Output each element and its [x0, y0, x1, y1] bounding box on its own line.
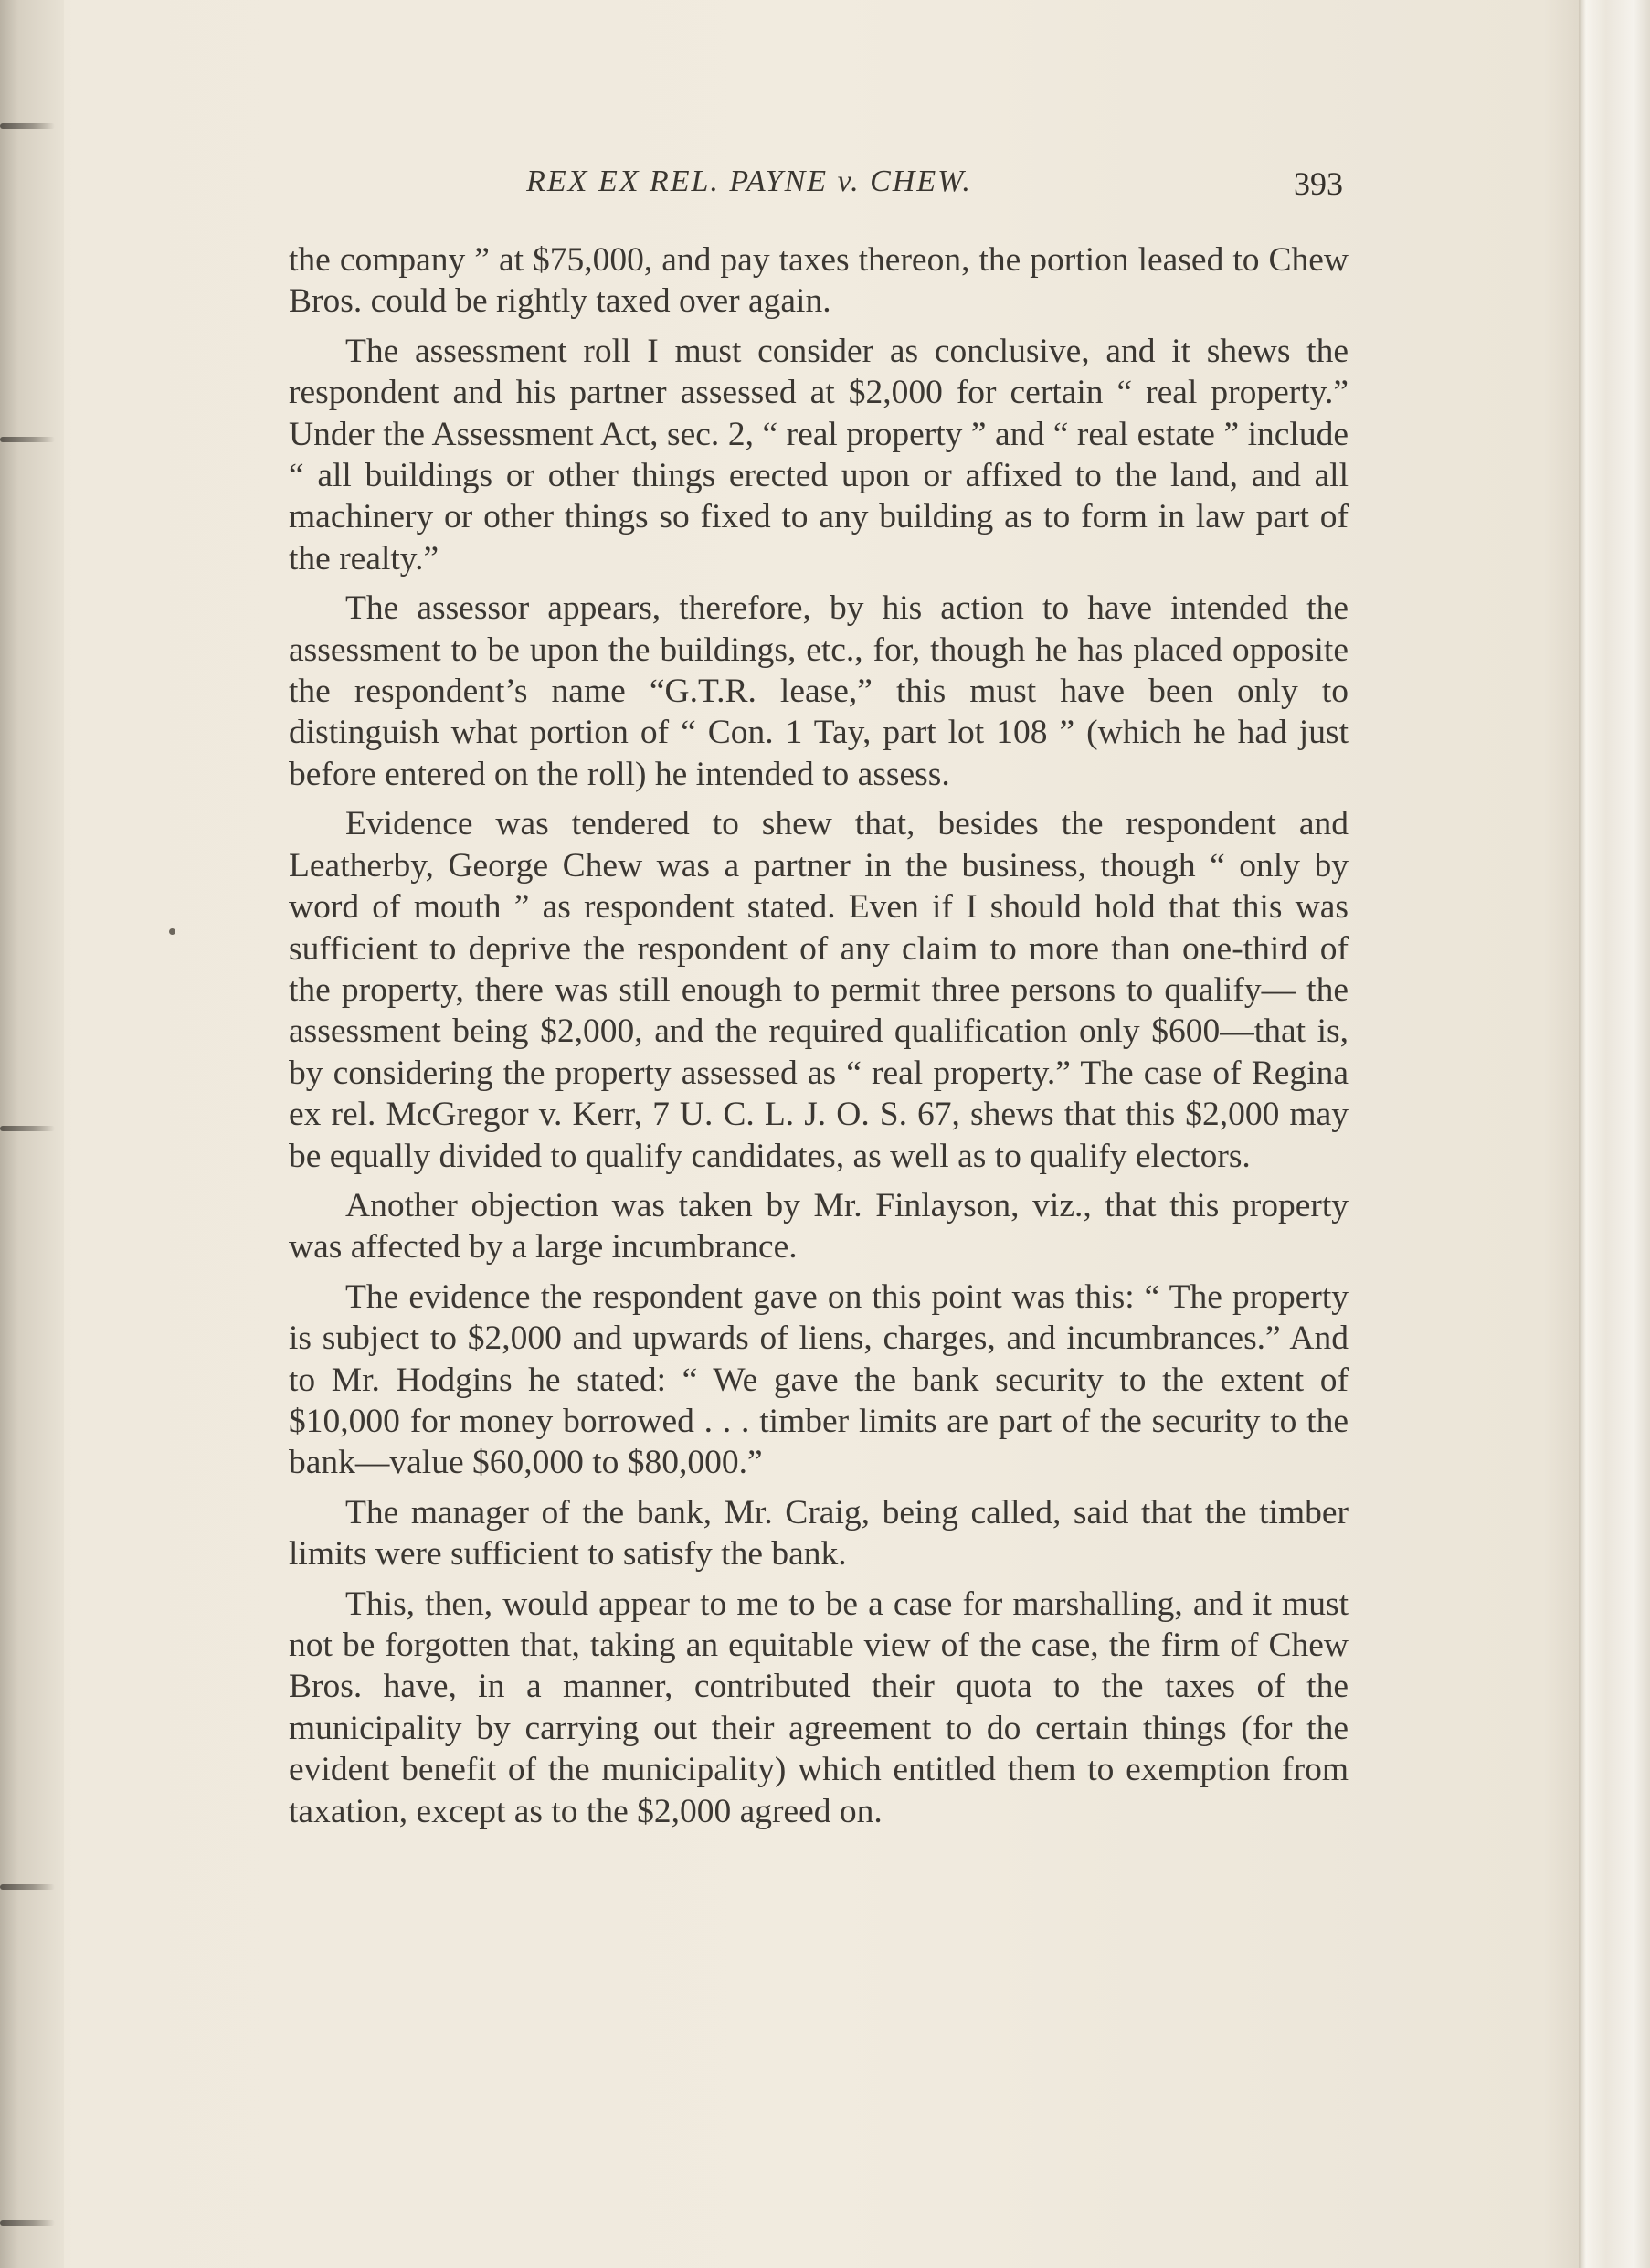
paragraph: Evidence was tendered to shew that, besides the respondent and Leatherby, George Chew was a partner in the business, though “ only by word of mouth ” as respondent stated. Even if I should hold that this was sufficient to deprive the respondent of any claim to more than one-third of the property, there was still enough to permit three persons to qualify— the assessment being $2,000, and the required qualification only $600—that is, by considering the property assessed as “ real property.” The case of Regina ex rel. McGregor v. Kerr, 7 U. C. L. J. O. S. 67, shews that this $2,000 may be equally divided to qualify candidates, as well as to qualify electors. — [289, 805, 1349, 1175]
running-title: REX EX REL. PAYNE v. CHEW. — [526, 164, 972, 198]
book-page — [64, 0, 1579, 2268]
binding-stitch — [0, 1884, 55, 1890]
paragraph: the company ” at $75,000, and pay taxes thereon, the portion leased to Chew Bros. could be rightly taxed over again. — [289, 241, 1349, 321]
body-text — [289, 239, 1349, 1840]
paragraph: The manager of the bank, Mr. Craig, being called, said that the timber limits were sufficient to satisfy the bank. — [289, 1493, 1349, 1574]
paragraph: This, then, would appear to me to be a case for marshalling, and it must not be forgotten that, taking an equitable view of the case, the firm of Chew Bros. have, in a manner, contributed their quota to the taxes of the municipality by carrying out their agreement to do certain things (for the evident benefit of the municipality) which entitled them to exemption from taxation, except as to the $2,000 agreed on. — [289, 1584, 1349, 1830]
paragraph: The assessor appears, therefore, by his action to have intended the assessment to be upon the buildings, etc., for, though he has placed opposite the respondent’s name “G.T.R. lease,” this must have been only to distinguish what portion of “ Con. 1 Tay, part lot 108 ” (which he had just before entered on the roll) he intended to assess. — [289, 589, 1349, 793]
facing-page-edge — [1579, 0, 1650, 2268]
paragraph: Another objection was taken by Mr. Finlayson, viz., that this property was affected by a large incumbrance. — [289, 1186, 1349, 1266]
binding-stitch — [0, 1126, 55, 1131]
running-head — [292, 164, 1343, 210]
margin-mark — [169, 928, 175, 935]
binding-stitch — [0, 437, 55, 442]
paragraph: The assessment roll I must consider as conclusive, and it shews the respondent and his partner assessed at $2,000 for certain “ real property.” Under the Assessment Act, sec. 2, “ real property ” and “ real estate ” include “ all buildings or other things erected upon or affixed to the land, and all machinery or other things so fixed to any building as to form in law part of the realty.” — [289, 332, 1349, 578]
binding-stitch — [0, 123, 55, 129]
page-number: 393 — [1294, 165, 1343, 202]
binding-stitch — [0, 2220, 55, 2226]
book-binding-edge — [0, 0, 64, 2268]
paragraph: The evidence the respondent gave on this point was this: “ The property is subject to $2,000 and upwards of liens, charges, and incumbrances.” And to Mr. Hodgins he stated: “ We gave the bank security to the extent of $10,000 for money borrowed . . . timber limits are part of the security to the bank—value $60,000 to $80,000.” — [289, 1277, 1349, 1482]
